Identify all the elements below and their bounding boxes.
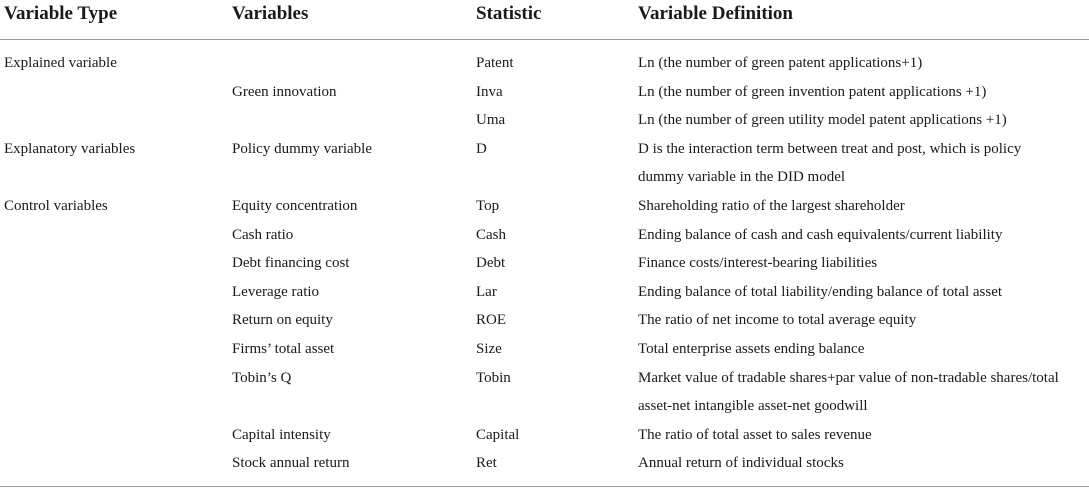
cell-statistic: Cash <box>476 226 506 243</box>
cell-statistic: Lar <box>476 283 497 300</box>
header-variable-definition: Variable Definition <box>638 3 793 24</box>
cell-definition-line: Market value of tradable shares+par value of non-tradable shares/total <box>638 369 1059 386</box>
cell-variable: Green innovation <box>232 83 337 100</box>
cell-definition-line: Ending balance of total liability/ending balance of total asset <box>638 283 1003 300</box>
cell-definition-line: D is the interaction term between treat and post, which is policy <box>638 140 1022 157</box>
cell-definition-line: Ending balance of cash and cash equivalents/current liability <box>638 226 1003 243</box>
cell-variable: Firms’ total asset <box>232 341 335 357</box>
cell-definition-line: Ln (the number of green patent applications+1) <box>638 55 923 71</box>
cell-definition-line: Shareholding ratio of the largest shareholder <box>638 198 905 214</box>
cell-statistic: Top <box>476 198 500 214</box>
bottom-rule <box>0 486 1089 487</box>
cell-statistic: Size <box>476 341 502 357</box>
cell-variable-type: Control variables <box>4 198 108 214</box>
cell-statistic: Ret <box>476 455 497 472</box>
cell-variable: Tobin’s Q <box>232 369 292 386</box>
cell-statistic: Inva <box>476 83 503 100</box>
cell-variable: Policy dummy variable <box>232 140 372 157</box>
cell-definition-line: Ln (the number of green invention patent applications +1) <box>638 83 987 100</box>
cell-definition-line: The ratio of net income to total average equity <box>638 312 917 329</box>
cell-definition-line: Total enterprise assets ending balance <box>638 341 865 357</box>
cell-variable-type: Explanatory variables <box>4 140 136 157</box>
header-statistic: Statistic <box>476 3 542 24</box>
cell-variable-type: Explained variable <box>4 55 117 71</box>
cell-statistic: Debt <box>476 255 506 272</box>
cell-variable: Cash ratio <box>232 226 294 243</box>
cell-statistic: Capital <box>476 426 520 443</box>
cell-definition-line: The ratio of total asset to sales revenue <box>638 426 872 443</box>
cell-statistic: Tobin <box>476 369 511 386</box>
cell-definition-line: Ln (the number of green utility model patent applications +1) <box>638 112 1007 129</box>
header-variables: Variables <box>232 3 309 24</box>
cell-variable: Equity concentration <box>232 198 358 214</box>
cell-variable: Stock annual return <box>232 455 350 472</box>
cell-definition-line: Finance costs/interest-bearing liabilities <box>638 255 878 272</box>
cell-definition-line: Annual return of individual stocks <box>638 455 844 472</box>
header-variable-type: Variable Type <box>4 3 118 24</box>
cell-statistic: Patent <box>476 55 514 71</box>
cell-variable: Return on equity <box>232 312 333 329</box>
header-rule <box>0 39 1089 40</box>
cell-definition-line: dummy variable in the DID model <box>638 169 846 186</box>
cell-definition-line: asset-net intangible asset-net goodwill <box>638 398 868 415</box>
cell-variable: Capital intensity <box>232 426 331 443</box>
cell-variable: Debt financing cost <box>232 255 350 272</box>
cell-variable: Leverage ratio <box>232 283 320 300</box>
cell-statistic: D <box>476 140 487 157</box>
cell-statistic: Uma <box>476 112 506 129</box>
cell-statistic: ROE <box>476 312 506 329</box>
